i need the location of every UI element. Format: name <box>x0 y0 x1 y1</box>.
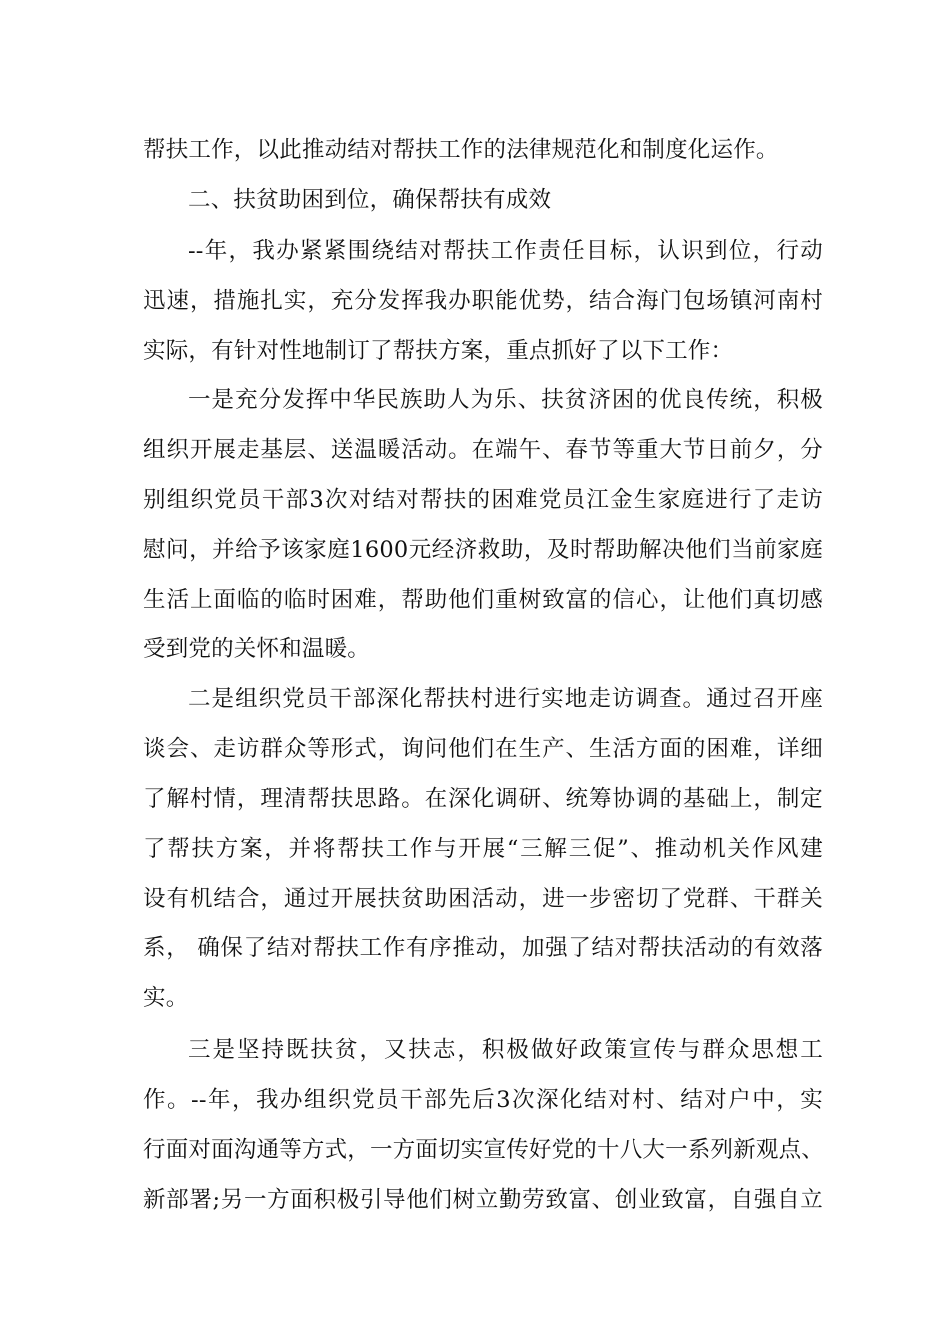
text-line-6: 一是充分发挥中华民族助人为乐、扶贫济困的优良传统，积极 <box>188 387 823 413</box>
text-line-1: 帮扶工作，以此推动结对帮扶工作的法律规范化和制度化运作。 <box>143 137 779 163</box>
text-line-19: 三是坚持既扶贫，又扶志，积极做好政策宣传与群众思想工 <box>188 1037 823 1063</box>
text-line-4: 迅速，措施扎实，充分发挥我办职能优势，结合海门包场镇河南村 <box>143 288 823 314</box>
text-line-21: 行面对面沟通等方式，一方面切实宣传好党的十八大一系列新观点、 <box>143 1137 825 1163</box>
text-line-22: 新部署;另一方面积极引导他们树立勤劳致富、创业致富，自强自立 <box>143 1187 823 1213</box>
text-line-3: --年，我办紧紧围绕结对帮扶工作责任目标，认识到位，行动 <box>188 238 823 264</box>
text-line-5: 实际，有针对性地制订了帮扶方案，重点抓好了以下工作： <box>143 338 734 364</box>
text-line-14: 了解村情，理清帮扶思路。在深化调研、统筹协调的基础上，制定 <box>143 786 823 812</box>
text-line-18: 实。 <box>143 985 189 1011</box>
text-line-16: 设有机结合，通过开展扶贫助困活动，进一步密切了党群、干群关 <box>143 886 823 912</box>
text-line-9: 慰问，并给予该家庭1600元经济救助，及时帮助解决他们当前家庭 <box>143 537 823 563</box>
text-line-8: 别组织党员干部3次对结对帮扶的困难党员江金生家庭进行了走访 <box>143 487 823 513</box>
text-line-20: 作。--年，我办组织党员干部先后3次深化结对村、结对户中，实 <box>143 1087 823 1113</box>
text-line-13: 谈会、走访群众等形式，询问他们在生产、生活方面的困难，详细 <box>143 736 823 762</box>
text-line-11: 受到党的关怀和温暖。 <box>143 636 371 662</box>
section-heading: 二、扶贫助困到位，确保帮扶有成效 <box>188 187 552 213</box>
text-line-17: 系， 确保了结对帮扶工作有序推动，加强了结对帮扶活动的有效落 <box>143 935 823 961</box>
text-line-7: 组织开展走基层、送温暖活动。在端午、春节等重大节日前夕，分 <box>143 437 823 463</box>
text-line-12: 二是组织党员干部深化帮扶村进行实地走访调查。通过召开座 <box>188 686 823 712</box>
text-line-15: 了帮扶方案，并将帮扶工作与开展“三解三促”、推动机关作风建 <box>143 836 823 862</box>
text-line-10: 生活上面临的临时困难，帮助他们重树致富的信心，让他们真切感 <box>143 587 823 613</box>
